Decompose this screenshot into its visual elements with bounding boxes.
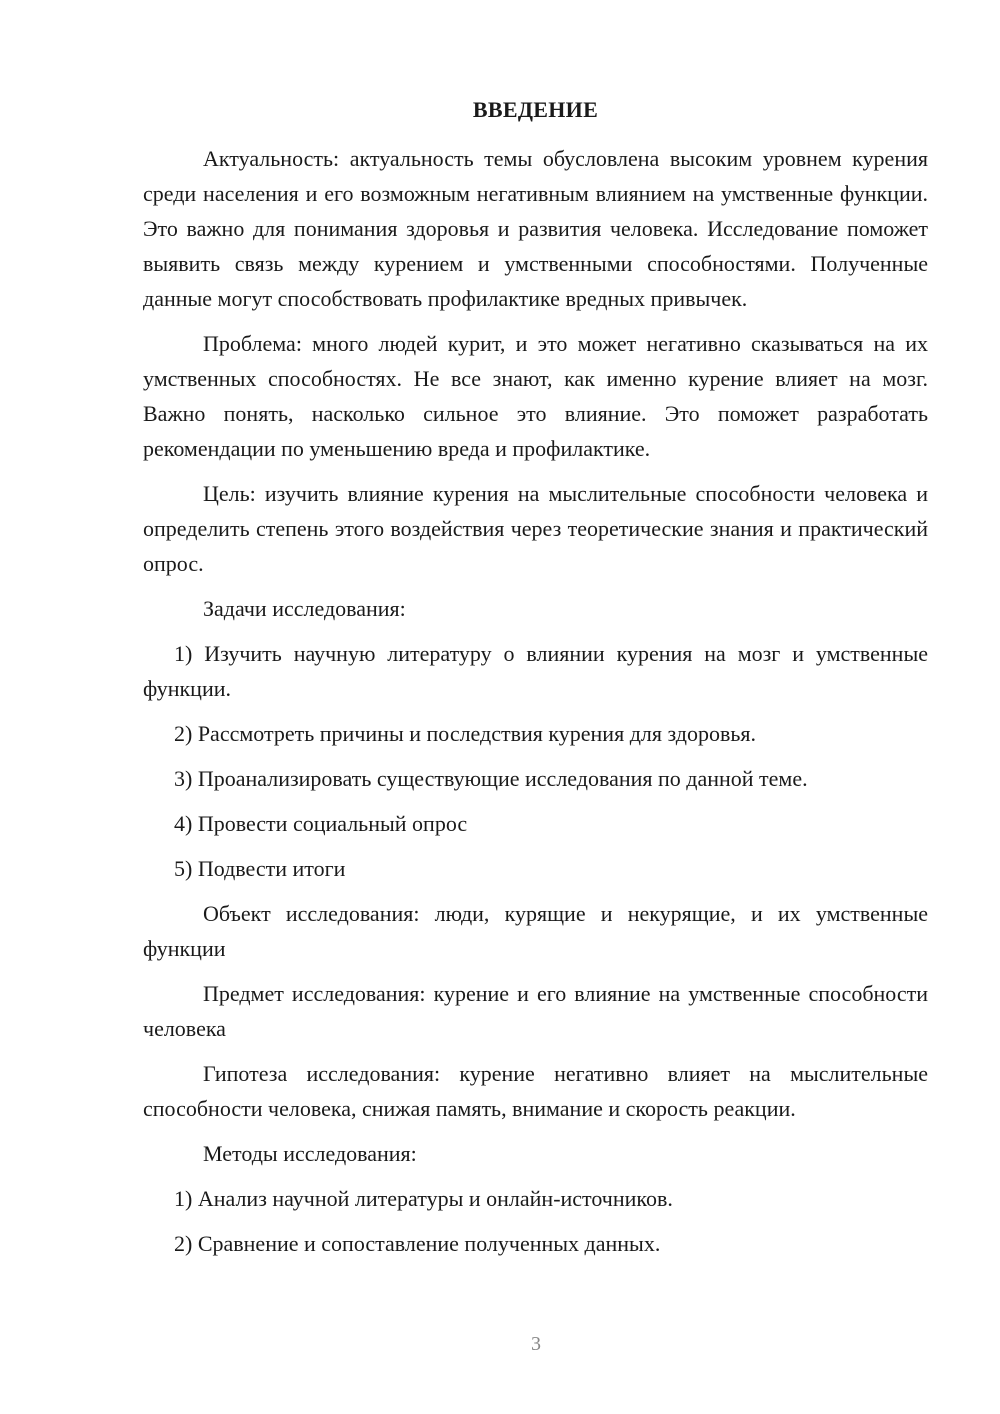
task-item: 2) Рассмотреть причины и последствия курения для здоровья.: [174, 721, 757, 746]
hypothesis-paragraph: Гипотеза исследования: курение негативно влияет на мыслительные способности человека, снижая память, внимание и скорость реакции.: [143, 1061, 928, 1121]
subject-paragraph: Предмет исследования: курение и его влияние на умственные способности человека: [143, 981, 928, 1041]
task-item: 3) Проанализировать существующие исследования по данной теме.: [174, 766, 808, 791]
method-item: 1) Анализ научной литературы и онлайн-источников.: [174, 1186, 673, 1211]
task-item: 1) Изучить научную литературу о влиянии курения на мозг и умственные функции.: [143, 641, 928, 701]
tasks-heading: Задачи исследования:: [203, 596, 406, 621]
task-item: 5) Подвести итоги: [174, 856, 346, 881]
method-item: 2) Сравнение и сопоставление полученных данных.: [174, 1231, 661, 1256]
goal-paragraph: Цель: изучить влияние курения на мыслительные способности человека и определить степень этого воздействия через теоретические знания и практический опрос.: [143, 481, 928, 576]
page-number: 3: [531, 1333, 541, 1355]
methods-heading: Методы исследования:: [203, 1141, 417, 1166]
task-item: 4) Провести социальный опрос: [174, 811, 468, 836]
section-title: ВВЕДЕНИЕ: [472, 97, 599, 122]
relevance-paragraph: Актуальность: актуальность темы обусловлена высоким уровнем курения среди населения и его возможным негативным влиянием на умственные функции. Это важно для понимания здоровья и развития человека. Исследование поможет выявить связь между курением и умственными способностями. Полученные данные могут способствовать профилактике вредных привычек.: [143, 146, 928, 311]
problem-paragraph: Проблема: много людей курит, и это может негативно сказываться на их умственных способностях. Не все знают, как именно курение влияет на мозг. Важно понять, насколько сильное это влияние. Это поможет разработать рекомендации по уменьшению вреда и профилактике.: [143, 331, 928, 461]
document-page: [143, 92, 928, 1271]
object-paragraph: Объект исследования: люди, курящие и некурящие, и их умственные функции: [143, 901, 928, 961]
